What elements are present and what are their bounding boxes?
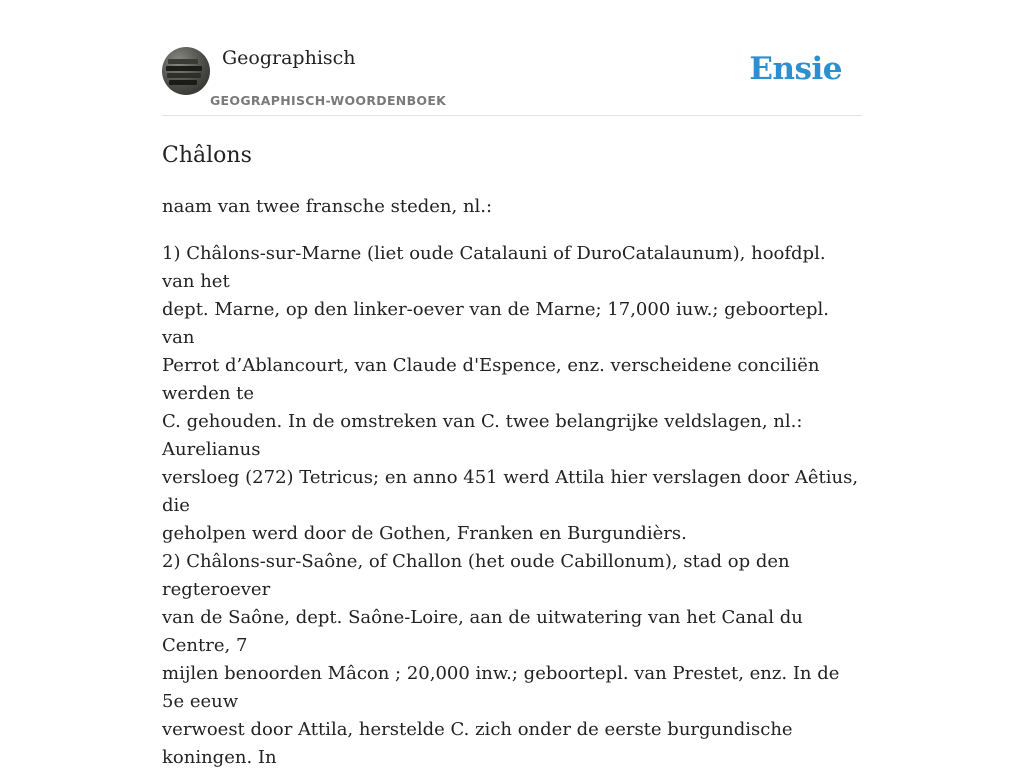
article-body-line: verwoest door Attila, herstelde C. zich onder de eerste burgundische koningen. In [162, 719, 793, 768]
stacked-books-avatar-icon[interactable] [162, 47, 210, 95]
article-title: Châlons [162, 143, 252, 168]
article-body-line: C. gehouden. In de omstreken van C. twee belangrijke veldslagen, nl.: Aurelianus [162, 411, 803, 460]
article-intro: naam van twee fransche steden, nl.: [162, 196, 493, 217]
article-body-line: mijlen benoorden Mâcon ; 20,000 inw.; geboortepl. van Prestet, enz. In de 5e eeuw [162, 663, 840, 712]
source-title[interactable]: Geographisch [222, 47, 356, 69]
article-body-line: Perrot d’Ablancourt, van Claude d'Espence, enz. verscheidene conciliën werden te [162, 355, 820, 404]
page-header [162, 0, 862, 116]
page-container [162, 0, 862, 772]
book-spine-icon [169, 80, 197, 85]
source-subtitle[interactable]: GEOGRAPHISCH-WOORDENBOEK [210, 93, 447, 108]
article-body-line: 1) Châlons-sur-Marne (liet oude Catalauni of DuroCatalaunum), hoofdpl. van het [162, 243, 826, 292]
ensie-logo[interactable]: Ensie [749, 51, 842, 87]
article-body [162, 240, 862, 772]
article-body-line: versloeg (272) Tetricus; en anno 451 werd Attila hier verslagen door Aêtius, die [162, 467, 859, 516]
book-spine-icon [166, 66, 202, 71]
article-body-line: geholpen werd door de Gothen, Franken en Burgundièrs. [162, 523, 687, 544]
book-spine-icon [168, 59, 198, 64]
article-body-line: dept. Marne, op den linker-oever van de Marne; 17,000 iuw.; geboortepl. van [162, 299, 829, 348]
article-body-line: 2) Châlons-sur-Saône, of Challon (het oude Cabillonum), stad op den regteroever [162, 551, 790, 600]
article-body-line: van de Saône, dept. Saône-Loire, aan de uitwatering van het Canal du Centre, 7 [162, 607, 803, 656]
book-spine-icon [167, 73, 201, 78]
